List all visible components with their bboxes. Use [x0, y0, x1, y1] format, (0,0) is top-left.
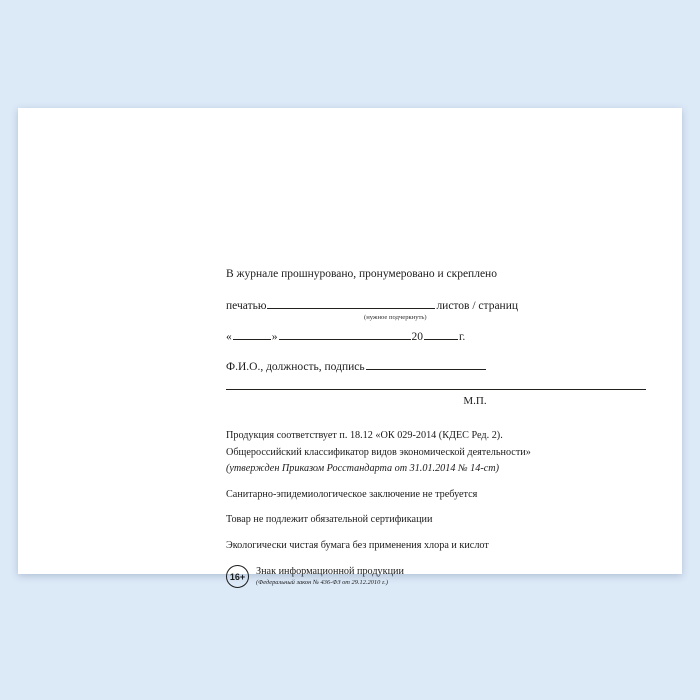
note-okved-line-2: Общероссийский классификатор видов экономической деятельности»	[226, 446, 531, 458]
year-suffix-label: г.	[459, 330, 466, 343]
note-sanitary: Санитарно-эпидемиологическое заключение не требуется	[226, 488, 478, 500]
name-position-signature-label: Ф.И.О., должность, подпись	[226, 360, 365, 373]
day-blank[interactable]	[233, 328, 271, 340]
date-quote-open: «	[226, 330, 232, 343]
note-okved-line-1: Продукция соответствует п. 18.12 «ОК 029-2014 (КДЕС Ред. 2).	[226, 430, 503, 442]
note-eco-paper: Экологически чистая бумага без применения хлора и кислот	[226, 539, 489, 551]
age-mark-text	[256, 566, 404, 587]
sheets-pages-label: листов / страниц	[436, 299, 519, 312]
age-mark-subtitle: (Федеральный закон № 436-ФЗ от 29.12.2010 г.)	[256, 579, 389, 587]
payment-stamp-label: печатью	[226, 299, 267, 312]
certification-line-1-text: В журнале прошнуровано, пронумеровано и скреплено	[226, 268, 497, 280]
certification-line-1	[226, 266, 646, 283]
certification-line-2	[226, 297, 646, 315]
stamp-place-label: М.П.	[463, 395, 487, 408]
year-blank[interactable]	[424, 328, 458, 340]
month-blank[interactable]	[279, 328, 411, 340]
document-page	[18, 108, 682, 587]
certification-line-3	[226, 328, 646, 346]
age-mark-row	[226, 565, 646, 588]
underline-note: (нужное подчеркнуть)	[364, 314, 427, 322]
document-content	[226, 266, 646, 588]
age-mark-title: Знак информационной продукции	[256, 566, 404, 578]
date-quote-close: »	[271, 330, 278, 343]
signature-blank[interactable]	[366, 358, 486, 370]
signature-blank-second-line[interactable]	[226, 377, 646, 390]
note-certification: Товар не подлежит обязательной сертификации	[226, 514, 433, 526]
certification-line-4	[226, 358, 646, 376]
sheets-count-blank[interactable]	[267, 297, 435, 309]
note-okved-order: (утвержден Приказом Росстандарта от 31.01.2014 № 14-ст)	[226, 463, 500, 475]
year-prefix-label: 20	[411, 330, 423, 343]
age-rating-icon: 16+	[226, 565, 249, 588]
